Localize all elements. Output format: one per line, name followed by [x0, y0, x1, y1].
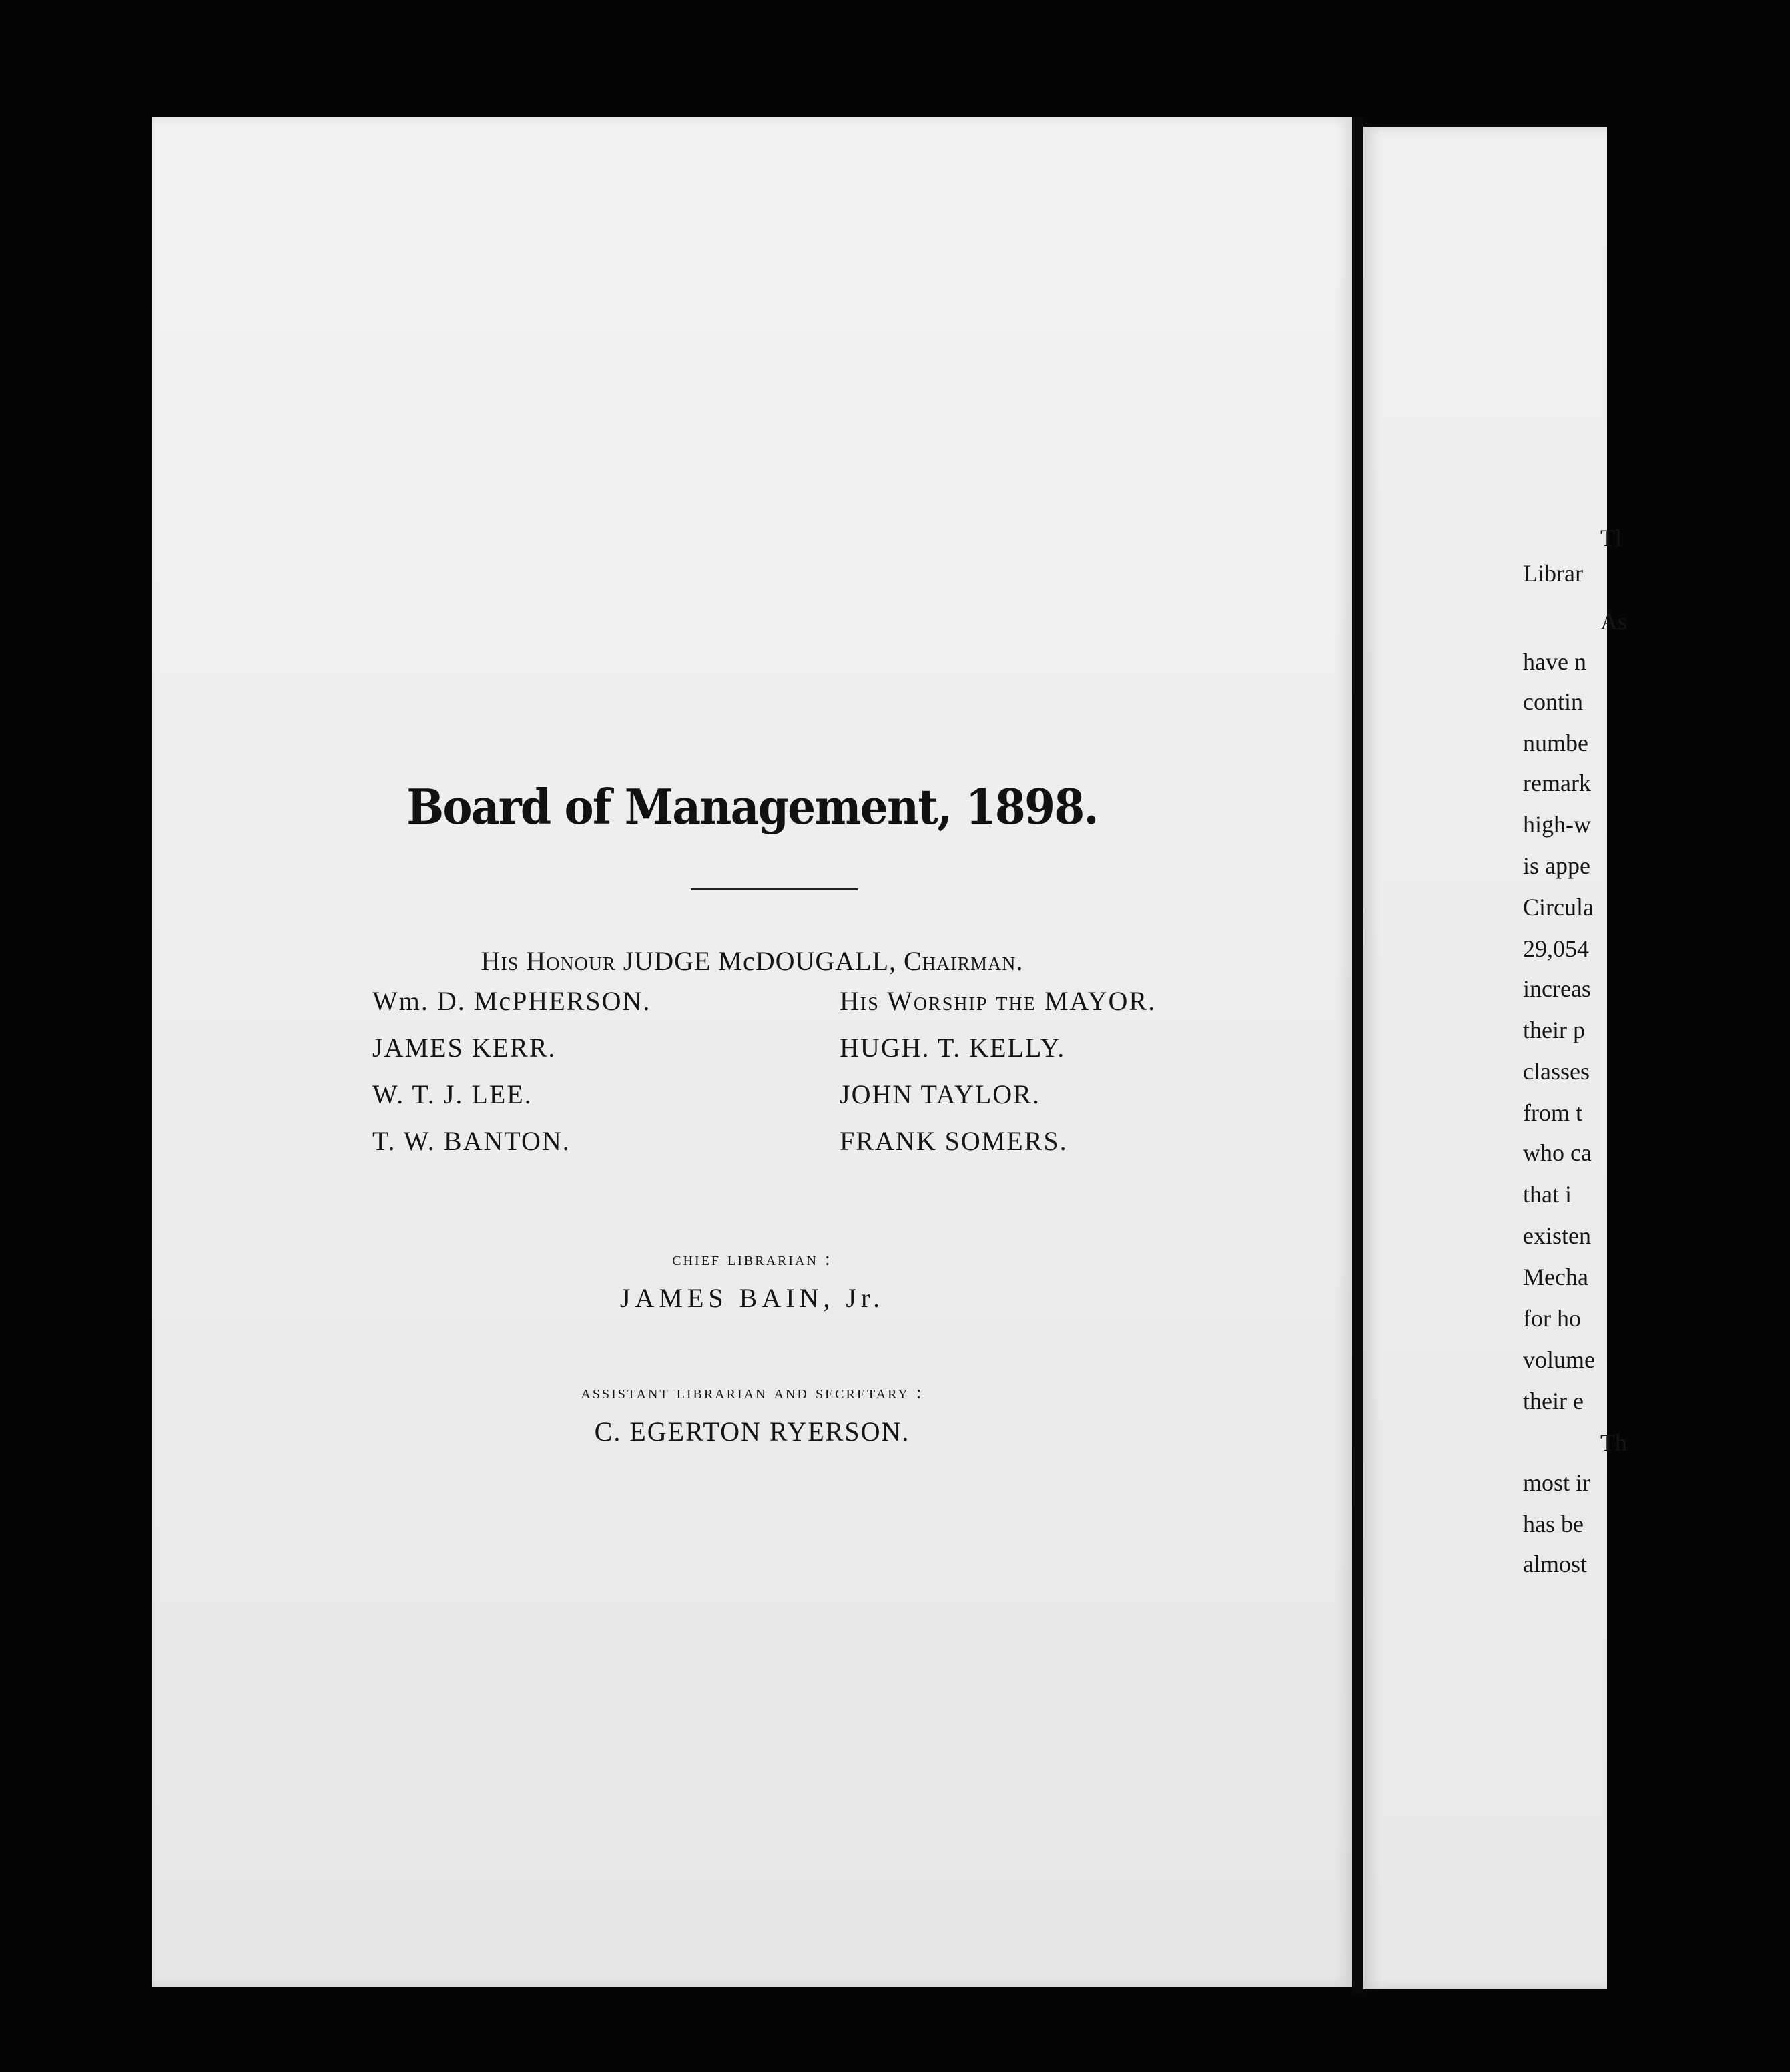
- fragment-line: Th: [1600, 1429, 1627, 1456]
- fragment-line: remark: [1523, 770, 1591, 796]
- fragment-line: Tl: [1600, 525, 1622, 551]
- member-name: JAMES KERR.: [372, 1033, 557, 1063]
- chief-librarian-label: chief librarian :: [672, 1249, 832, 1270]
- fragment-line: Librar: [1523, 560, 1583, 587]
- fragment-line: high-w: [1523, 811, 1591, 838]
- page-fold: [1352, 117, 1363, 1993]
- heading-rule: [691, 888, 858, 890]
- right-page-fragment: [1363, 127, 1628, 1989]
- chairman-name: JUDGE McDOUGALL,: [623, 946, 897, 976]
- fragment-line: Mecha: [1523, 1264, 1588, 1290]
- fragment-line: has be: [1523, 1511, 1584, 1537]
- page-heading: Board of Management, 1898.: [406, 778, 1098, 835]
- fragment-line: existen: [1523, 1222, 1591, 1249]
- member-name: T. W. BANTON.: [372, 1126, 571, 1156]
- member-name: JOHN TAYLOR.: [840, 1079, 1040, 1109]
- member-name: FRANK SOMERS.: [840, 1126, 1068, 1156]
- chief-librarian-name: JAMES BAIN, Jr.: [619, 1283, 885, 1313]
- fragment-line: 29,054: [1523, 935, 1589, 962]
- fragment-line: most ir: [1523, 1469, 1591, 1496]
- chairman-role: Chairman.: [904, 946, 1024, 976]
- fragment-line: for ho: [1523, 1305, 1581, 1332]
- member-name: Wm. D. McPHERSON.: [372, 986, 651, 1016]
- fragment-line: volume: [1523, 1346, 1595, 1373]
- fragment-line: almost: [1523, 1551, 1587, 1577]
- chairman-line: [152, 945, 1352, 977]
- member-name: W. T. J. LEE.: [372, 1079, 533, 1109]
- member-name: His Worship the MAYOR.: [840, 986, 1157, 1016]
- fragment-line: from t: [1523, 1099, 1582, 1126]
- chairman-title: His Honour: [481, 946, 616, 976]
- fragment-line: Circula: [1523, 894, 1594, 921]
- fragment-line: who ca: [1523, 1139, 1592, 1166]
- fragment-line: that i: [1523, 1181, 1572, 1208]
- fragment-line: is appe: [1523, 852, 1590, 879]
- fragment-line: increas: [1523, 975, 1591, 1002]
- fragment-line: classes: [1523, 1058, 1590, 1085]
- fragment-line: their p: [1523, 1017, 1585, 1043]
- fragment-line: numbe: [1523, 730, 1588, 756]
- assistant-librarian-label: assistant librarian and secretary :: [581, 1382, 924, 1403]
- fragment-line: have n: [1523, 648, 1586, 675]
- left-page: [152, 117, 1352, 1987]
- fragment-line: As: [1600, 608, 1628, 635]
- member-name: HUGH. T. KELLY.: [840, 1033, 1066, 1063]
- fragment-line: their e: [1523, 1388, 1584, 1414]
- fragment-line: contin: [1523, 688, 1583, 715]
- assistant-librarian-name: C. EGERTON RYERSON.: [594, 1416, 910, 1447]
